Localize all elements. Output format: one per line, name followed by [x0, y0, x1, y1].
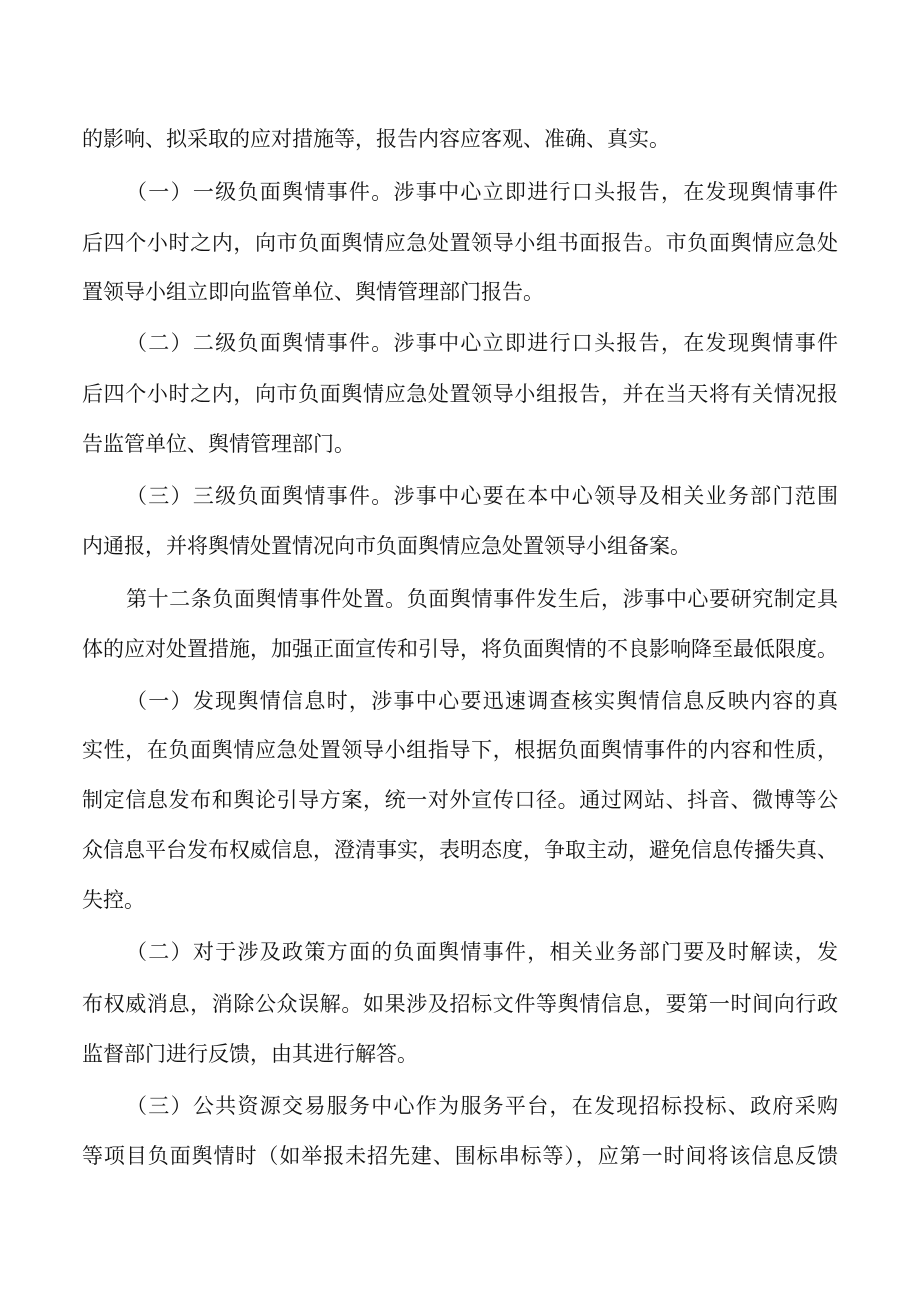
body-text-line: 失控。 — [82, 888, 145, 912]
body-text-line: 的影响、拟采取的应对措施等，报告内容应客观、准确、真实。 — [82, 127, 670, 151]
paragraph-first-line: （二）对于涉及政策方面的负面舆情事件，相关业务部门要及时解读，发 — [126, 940, 838, 964]
paragraph-first-line: （三）公共资源交易服务中心作为服务平台，在发现招标投标、政府采购 — [126, 1094, 838, 1118]
body-text-line: 后四个小时之内，向市负面舆情应急处置领导小组报告，并在当天将有关情况报 — [82, 382, 838, 406]
body-text-line: 布权威消息，消除公众误解。如果涉及招标文件等舆情信息，要第一时间向行政 — [82, 992, 838, 1016]
paragraph-first-line: （二）二级负面舆情事件。涉事中心立即进行口头报告，在发现舆情事件 — [126, 331, 838, 355]
paragraph-first-line: （三）三级负面舆情事件。涉事中心要在本中心领导及相关业务部门范围 — [126, 484, 838, 508]
body-text-line: 制定信息发布和舆论引导方案，统一对外宣传口径。通过网站、抖音、微博等公 — [82, 788, 838, 812]
body-text-line: 实性，在负面舆情应急处置领导小组指导下，根据负面舆情事件的内容和性质， — [82, 738, 838, 762]
body-text-line: 告监管单位、舆情管理部门。 — [82, 432, 355, 456]
body-text-line: 置领导小组立即向监管单位、舆情管理部门报告。 — [82, 280, 544, 304]
body-text-line: 内通报，并将舆情处置情况向市负面舆情应急处置领导小组备案。 — [82, 534, 691, 558]
body-text-line: 后四个小时之内，向市负面舆情应急处置领导小组书面报告。市负面舆情应急处 — [82, 231, 838, 255]
body-text-line: 等项目负面舆情时（如举报未招先建、围标串标等），应第一时间将该信息反馈 — [82, 1144, 838, 1168]
paragraph-first-line: （一）发现舆情信息时，涉事中心要迅速调查核实舆情信息反映内容的真 — [126, 689, 838, 713]
body-text-line: 众信息平台发布权威信息，澄清事实，表明态度，争取主动，避免信息传播失真、 — [82, 838, 838, 862]
body-text-line: 监督部门进行反馈，由其进行解答。 — [82, 1042, 418, 1066]
paragraph-first-line: 第十二条负面舆情事件处置。负面舆情事件发生后，涉事中心要研究制定具 — [126, 587, 838, 611]
body-text-line: 体的应对处置措施，加强正面宣传和引导，将负面舆情的不良影响降至最低限度。 — [82, 637, 838, 661]
paragraph-first-line: （一）一级负面舆情事件。涉事中心立即进行口头报告，在发现舆情事件 — [126, 180, 838, 204]
